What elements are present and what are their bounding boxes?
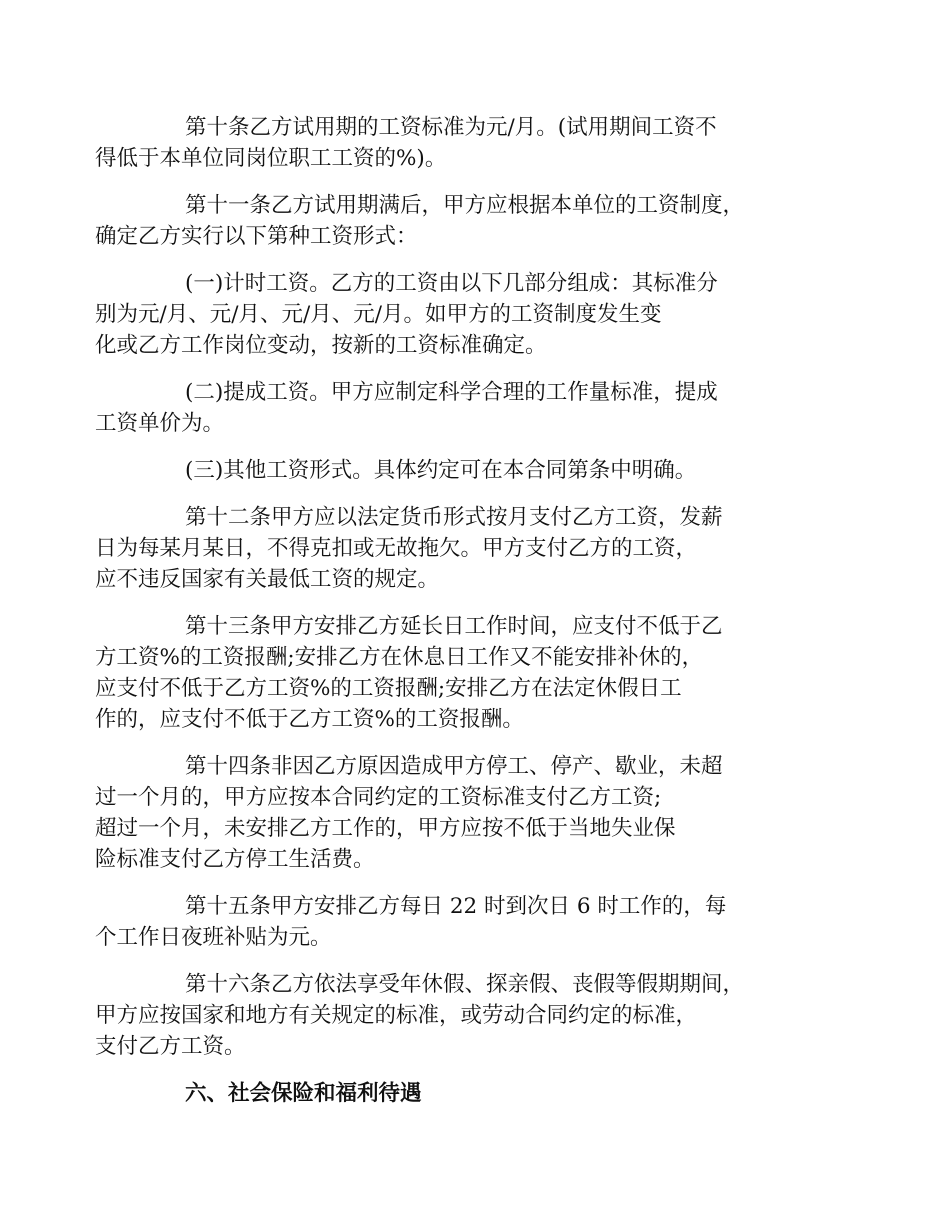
section-heading: 六、社会保险和福利待遇: [185, 1081, 422, 1106]
text-line: 别为元/月、元/月、元/月、元/月。如甲方的工资制度发生变: [95, 302, 662, 327]
article-15: [95, 891, 825, 953]
item-hourly-wage: [95, 268, 825, 361]
text-line: 过一个月的，甲方应按本合同约定的工资标准支付乙方工资;: [95, 785, 662, 810]
article-12: [95, 502, 825, 595]
text-line: 险标准支付乙方停工生活费。: [95, 847, 375, 872]
text-line: 第十六条乙方依法享受年休假、探亲假、丧假等假期期间，: [185, 972, 745, 997]
text-line: (二)提成工资。甲方应制定科学合理的工作量标准，提成: [185, 380, 718, 405]
text-line: (三)其他工资形式。具体约定可在本合同第条中明确。: [185, 458, 697, 483]
item-other-wage: [140, 455, 825, 486]
document-page: [95, 112, 825, 1109]
article-14: [95, 751, 825, 875]
text-line: 支付乙方工资。: [95, 1034, 246, 1059]
text-line: 第十四条非因乙方原因造成甲方停工、停产、歇业，未超: [185, 754, 723, 779]
item-commission-wage: [95, 377, 825, 439]
text-line: 化或乙方工作岗位变动，按新的工资标准确定。: [95, 333, 547, 358]
text-line: 超过一个月，未安排乙方工作的，甲方应按不低于当地失业保: [95, 816, 676, 841]
text-line: 第十三条甲方安排乙方延长日工作时间，应支付不低于乙: [185, 614, 723, 639]
text-line: (一)计时工资。乙方的工资由以下几部分组成：其标准分: [185, 271, 718, 296]
text-line: 方工资%的工资报酬;安排乙方在休息日工作又不能安排补休的，: [95, 645, 704, 670]
text-line: 第十五条甲方安排乙方每日 22 时到次日 6 时工作的，每: [185, 894, 727, 919]
text-line: 应支付不低于乙方工资%的工资报酬;安排乙方在法定休假日工: [95, 676, 682, 701]
article-11: [95, 190, 825, 252]
text-line: 应不违反国家有关最低工资的规定。: [95, 567, 440, 592]
article-16: [95, 969, 825, 1062]
text-line: 第十条乙方试用期的工资标准为元/月。(试用期间工资不: [185, 115, 717, 140]
article-10: [95, 112, 825, 174]
text-line: 个工作日夜班补贴为元。: [95, 925, 332, 950]
text-line: 确定乙方实行以下第种工资形式：: [95, 224, 418, 249]
text-line: 第十一条乙方试用期满后，甲方应根据本单位的工资制度，: [185, 193, 745, 218]
text-line: 甲方应按国家和地方有关规定的标准，或劳动合同约定的标准，: [95, 1003, 698, 1028]
text-line: 第十二条甲方应以法定货币形式按月支付乙方工资，发薪: [185, 505, 723, 530]
text-line: 作的，应支付不低于乙方工资%的工资报酬。: [95, 707, 524, 732]
text-line: 工资单价为。: [95, 411, 225, 436]
text-line: 得低于本单位同岗位职工工资的%)。: [95, 146, 447, 171]
article-13: [95, 611, 825, 735]
text-line: 日为每某月某日，不得克扣或无故拖欠。甲方支付乙方的工资，: [95, 536, 698, 561]
